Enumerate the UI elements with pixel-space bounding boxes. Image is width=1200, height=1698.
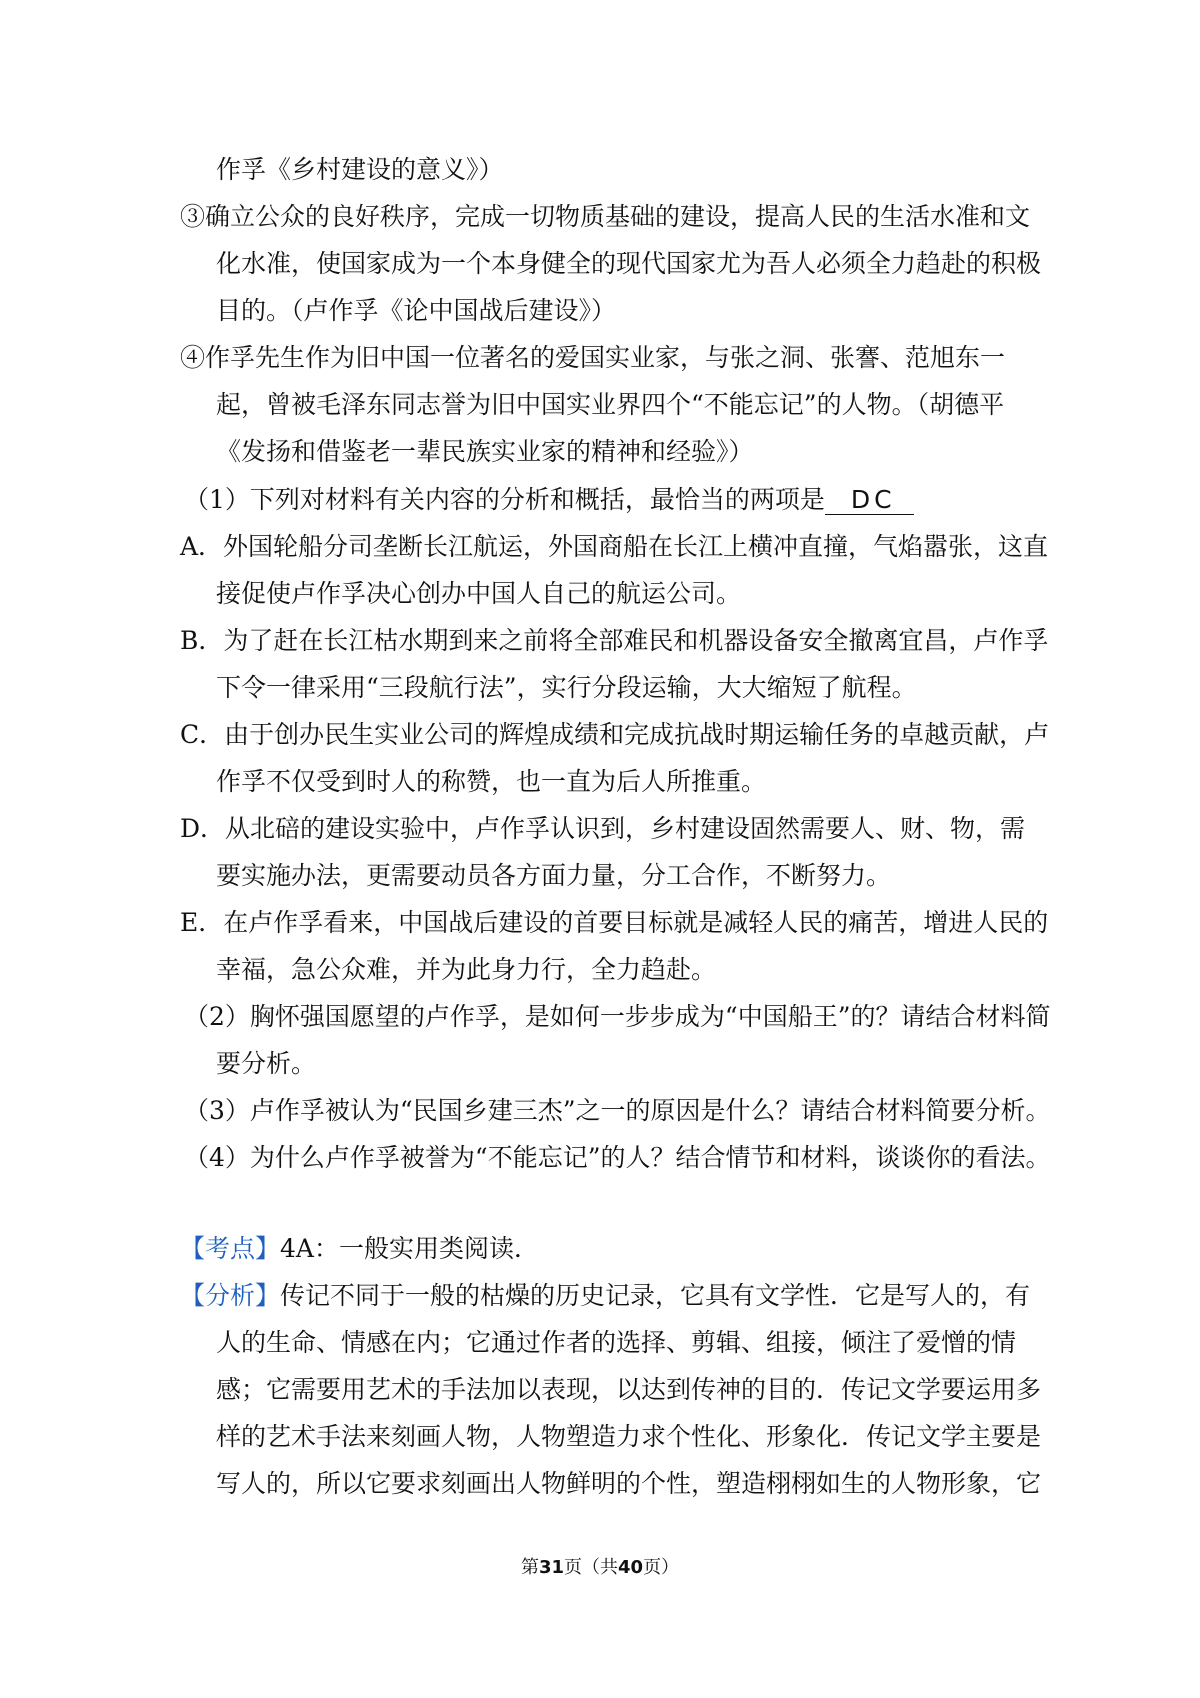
fenxi-text-1: 传记不同于一般的枯燥的历史记录，它具有文学性．它是写人的，有 xyxy=(280,1281,1031,1310)
material-4-line-2: 起，曾被毛泽东同志誉为旧中国实业界四个“不能忘记”的人物。（胡德平 xyxy=(216,390,1005,419)
material-3-line-3: 目的。（卢作孚《论中国战后建设》） xyxy=(216,296,617,325)
material-2-tail: 作孚《乡村建设的意义》） xyxy=(216,155,504,184)
material-3-line-1: ③确立公众的良好秩序，完成一切物质基础的建设，提高人民的生活水准和文 xyxy=(180,202,1031,231)
option-d-line-1: D．从北碚的建设实验中，卢作孚认识到，乡村建设固然需要人、财、物，需 xyxy=(180,814,1026,843)
fenxi-line-4: 样的艺术手法来刻画人物，人物塑造力求个性化、形象化．传记文学主要是 xyxy=(216,1422,1042,1451)
kaodian-tag: 【考点】 xyxy=(180,1234,281,1263)
question-4: （4）为什么卢作孚被誉为“不能忘记”的人？结合情节和材料，谈谈你的看法。 xyxy=(184,1143,1051,1172)
option-d-line-2: 要实施办法，更需要动员各方面力量，分工合作，不断努力。 xyxy=(216,861,892,890)
material-4-line-3: 《发扬和借鉴老一辈民族实业家的精神和经验》） xyxy=(216,437,754,466)
footer-total-pages: 40 xyxy=(618,1557,644,1578)
footer-middle: 页（共 xyxy=(564,1557,618,1578)
footer-page-number: 31 xyxy=(538,1557,564,1578)
question-2-line-2: 要分析。 xyxy=(216,1049,317,1078)
fenxi-line-2: 人的生命、情感在内；它通过作者的选择、剪辑、组接，倾注了爱憎的情 xyxy=(216,1328,1017,1357)
option-e-line-1: E．在卢作孚看来，中国战后建设的首要目标就是减轻人民的痛苦，增进人民的 xyxy=(180,908,1049,937)
option-c-line-1: C．由于创办民生实业公司的辉煌成绩和完成抗战时期运输任务的卓越贡献，卢 xyxy=(180,720,1050,749)
fenxi-line-5: 写人的，所以它要求刻画出人物鲜明的个性，塑造栩栩如生的人物形象，它 xyxy=(216,1469,1042,1498)
question-2-line-1: （2）胸怀强国愿望的卢作孚，是如何一步步成为“中国船王”的？请结合材料简 xyxy=(184,1002,1051,1031)
material-4-line-1: ④作孚先生作为旧中国一位著名的爱国实业家，与张之洞、张謇、范旭东一 xyxy=(180,343,1006,372)
option-a-line-2: 接促使卢作孚决心创办中国人自己的航运公司。 xyxy=(216,579,742,608)
kaodian-line xyxy=(180,1232,539,1266)
fenxi-tag: 【分析】 xyxy=(180,1281,281,1310)
footer-prefix: 第 xyxy=(520,1557,539,1578)
question-1-text: （1）下列对材料有关内容的分析和概括，最恰当的两项是 xyxy=(184,485,825,514)
option-b-line-1: B．为了赶在长江枯水期到来之前将全部难民和机器设备安全撤离宜昌，卢作孚 xyxy=(180,626,1049,655)
fenxi-line-3: 感；它需要用艺术的手法加以表现，以达到传神的目的．传记文学要运用多 xyxy=(216,1375,1042,1404)
question-3: （3）卢作孚被认为“民国乡建三杰”之一的原因是什么？请结合材料简要分析。 xyxy=(184,1096,1051,1125)
kaodian-text: 4A：一般实用类阅读． xyxy=(280,1234,539,1263)
option-c-line-2: 作孚不仅受到时人的称赞，也一直为后人所推重。 xyxy=(216,767,767,796)
page-footer xyxy=(0,1556,1200,1580)
option-e-line-2: 幸福，急公众难，并为此身力行，全力趋赴。 xyxy=(216,955,717,984)
option-b-line-2: 下令一律采用“三段航行法”，实行分段运输，大大缩短了航程。 xyxy=(216,673,917,702)
footer-suffix: 页） xyxy=(643,1557,680,1578)
material-3-line-2: 化水准，使国家成为一个本身健全的现代国家尤为吾人必须全力趋赴的积极 xyxy=(216,249,1042,278)
option-a-line-1: A．外国轮船分司垄断长江航运，外国商船在长江上横冲直撞，气焰嚣张，这直 xyxy=(180,532,1049,561)
question-1-stem xyxy=(184,483,914,517)
fenxi-line-1 xyxy=(180,1279,1030,1313)
question-1-answer: DC xyxy=(825,486,914,515)
